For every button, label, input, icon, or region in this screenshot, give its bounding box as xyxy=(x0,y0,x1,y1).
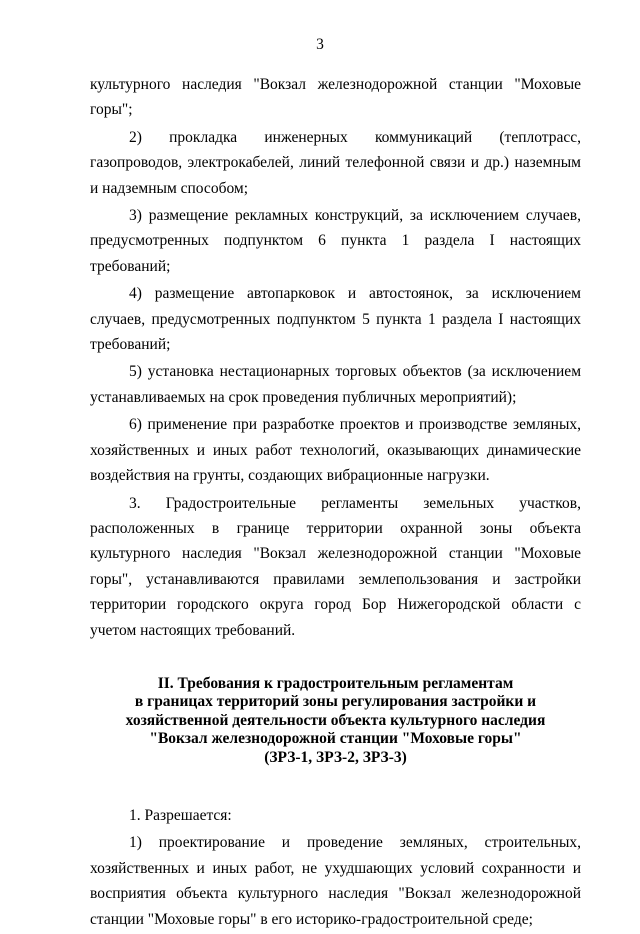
section-heading-line: хозяйственной деятельности объекта культурного наследия xyxy=(125,711,546,729)
paragraph-continuation: культурного наследия "Вокзал железнодорожной станции "Моховые горы"; xyxy=(90,76,581,119)
section-heading xyxy=(90,675,581,767)
paragraph-allowed-heading: 1. Разрешается: xyxy=(129,806,232,824)
paragraph-point-3: 3. Градостроительные регламенты земельных участков, расположенных в границе территории охранной зоны объекта культурного наследия "Вокзал железнодорожной станции "Моховые горы", устанавливаются правилами землепользования и застройки территории городского округа город Бор Нижегородской области с учетом настоящих требований. xyxy=(90,494,581,639)
paragraph-item-4: 4) размещение автопарковок и автостоянок, за исключением случаев, предусмотренных подпунктом 5 пункта 1 раздела I настоящих требований; xyxy=(90,285,581,354)
section-heading-line: (ЗРЗ-1, ЗРЗ-2, ЗРЗ-3) xyxy=(264,748,407,766)
section-heading-line: в границах территорий зоны регулирования застройки и xyxy=(134,693,537,711)
paragraph-allowed-item-1: 1) проектирование и проведение земляных, строительных, хозяйственных и иных работ, не ухудшающих условий сохранности и восприятия объекта культурного наследия "Вокзал железнодорожной станции "Моховые горы" в его историко-градостроительной среде; xyxy=(90,834,581,928)
section-heading-line: II. Требования к градостроительным регламентам xyxy=(157,674,514,692)
page-number: 3 xyxy=(316,36,324,53)
document-body xyxy=(90,72,581,934)
section-heading-line: "Вокзал железнодорожной станции "Моховые горы" xyxy=(149,730,522,748)
paragraph-item-3: 3) размещение рекламных конструкций, за исключением случаев, предусмотренных подпунктом 6 пункта 1 раздела I настоящих требований; xyxy=(90,207,581,275)
paragraph-item-2: 2) прокладка инженерных коммуникаций (теплотрасс, газопроводов, электрокабелей, линий телефонной связи и др.) наземным и надземным способом; xyxy=(90,128,581,197)
paragraph-item-5: 5) установка нестационарных торговых объектов (за исключением устанавливаемых на срок проведения публичных мероприятий); xyxy=(90,363,581,406)
paragraph-item-6: 6) применение при разработке проектов и производстве земляных, хозяйственных и иных работ технологий, оказывающих динамические воздействия на грунты, создающих вибрационные нагрузки. xyxy=(90,416,581,485)
